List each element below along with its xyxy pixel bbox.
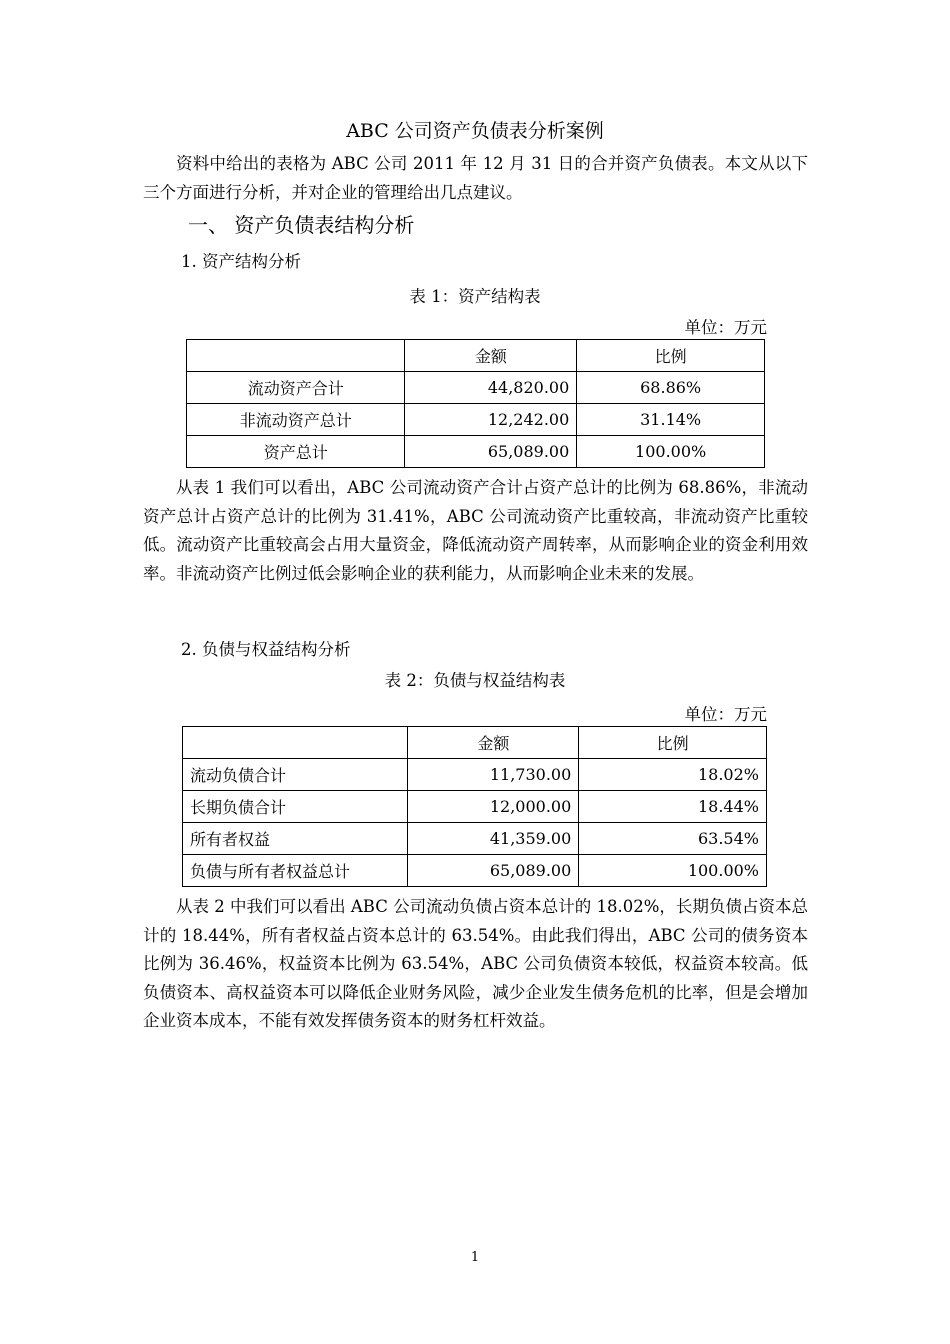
document-title: ABC 公司资产负债表分析案例 xyxy=(346,120,604,142)
amount-cell: 65,089.00 xyxy=(408,855,579,887)
header-cell: 比例 xyxy=(579,727,767,759)
analysis-paragraph-2: 从表 2 中我们可以看出 ABC 公司流动负债占资本总计的 18.02%，长期负债占资本总计的 18.44%，所有者权益占资本总计的 63.54%。由此我们得出，ABC 公司的债务资本比例为 36.46%，权益资本比例为 63.54%，ABC 公司负债资本较低，权益资本较高。低负债资本、高权益资本可以降低企业财务风险，减少企业发生债务危机的比率，但是会增加企业资本成本，不能有效发挥债务资本的财务杠杆效益。 xyxy=(143,897,808,1030)
table-2-unit: 单位：万元 xyxy=(684,705,767,724)
row-label: 流动资产合计 xyxy=(187,372,405,404)
subsection-2-heading: 2. 负债与权益结构分析 xyxy=(181,640,351,659)
table-row xyxy=(183,823,767,855)
amount-cell: 11,730.00 xyxy=(408,759,579,791)
header-cell: 比例 xyxy=(577,340,765,372)
amount-cell: 44,820.00 xyxy=(405,372,577,404)
row-label: 资产总计 xyxy=(187,436,405,468)
asset-structure-table xyxy=(186,339,765,468)
table-row xyxy=(183,855,767,887)
table-1-caption: 表 1：资产结构表 xyxy=(409,287,541,306)
header-cell xyxy=(187,340,405,372)
analysis-paragraph-1: 从表 1 我们可以看出，ABC 公司流动资产合计占资产总计的比例为 68.86%，非流动资产总计占资产总计的比例为 31.41%，ABC 公司流动资产比重较高，非流动资产比重较低。流动资产比重较高会占用大量资金，降低流动资产周转率，从而影响企业的资金利用效率。非流动资产比例过低会影响企业的获利能力，从而影响企业未来的发展。 xyxy=(143,478,808,583)
row-label: 非流动资产总计 xyxy=(187,404,405,436)
row-label: 负债与所有者权益总计 xyxy=(183,855,408,887)
table-row xyxy=(187,372,765,404)
table-row xyxy=(183,791,767,823)
table-row xyxy=(187,404,765,436)
header-cell: 金额 xyxy=(408,727,579,759)
amount-cell: 12,000.00 xyxy=(408,791,579,823)
table-row xyxy=(187,436,765,468)
header-cell: 金额 xyxy=(405,340,577,372)
intro-paragraph: 资料中给出的表格为 ABC 公司 2011 年 12 月 31 日的合并资产负债表。本文从以下三个方面进行分析，并对企业的管理给出几点建议。 xyxy=(143,154,808,202)
amount-cell: 12,242.00 xyxy=(405,404,577,436)
row-label: 所有者权益 xyxy=(183,823,408,855)
page-number: 1 xyxy=(470,1250,480,1265)
amount-cell: 65,089.00 xyxy=(405,436,577,468)
row-label: 长期负债合计 xyxy=(183,791,408,823)
amount-cell: 41,359.00 xyxy=(408,823,579,855)
ratio-cell: 100.00% xyxy=(577,436,765,468)
table-1-unit: 单位：万元 xyxy=(684,318,767,337)
ratio-cell: 100.00% xyxy=(579,855,767,887)
section-1-heading: 一、 资产负债表结构分析 xyxy=(188,213,415,237)
table-header-row xyxy=(187,340,765,372)
row-label: 流动负债合计 xyxy=(183,759,408,791)
ratio-cell: 18.44% xyxy=(579,791,767,823)
table-2-caption: 表 2：负债与权益结构表 xyxy=(384,671,566,690)
table-row xyxy=(183,759,767,791)
subsection-1-heading: 1. 资产结构分析 xyxy=(181,252,301,271)
ratio-cell: 68.86% xyxy=(577,372,765,404)
ratio-cell: 31.14% xyxy=(577,404,765,436)
ratio-cell: 63.54% xyxy=(579,823,767,855)
header-cell xyxy=(183,727,408,759)
table-header-row xyxy=(183,727,767,759)
liability-equity-table xyxy=(182,726,767,887)
ratio-cell: 18.02% xyxy=(579,759,767,791)
